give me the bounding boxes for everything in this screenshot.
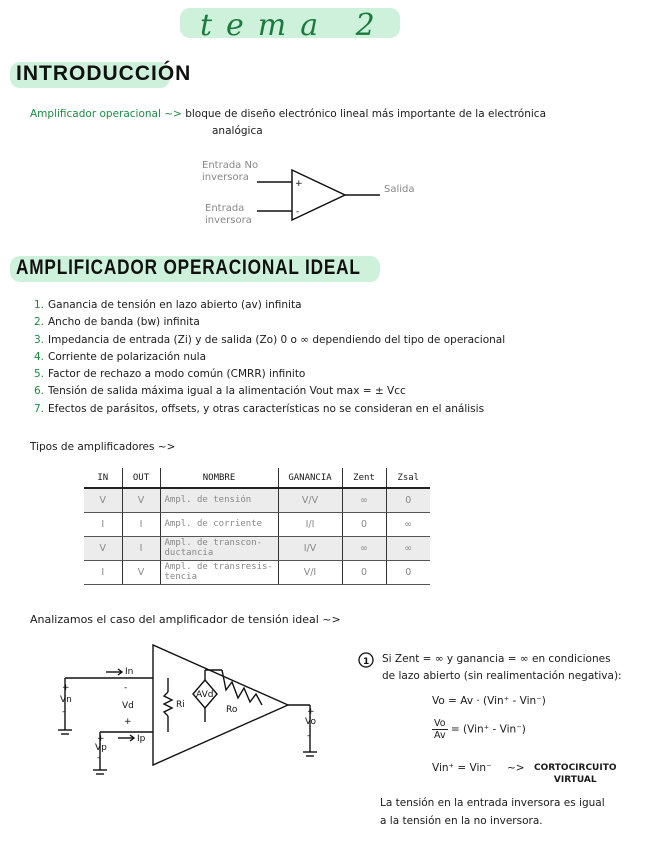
section-ideal-heading: AMPLIFICADOR OPERACIONAL IDEAL: [16, 256, 361, 279]
col-header-zent: Zent: [342, 468, 386, 488]
col-header-out: OUT: [122, 468, 160, 488]
analysis-line2: de lazo abierto (sin realimentación negativa):: [382, 670, 622, 682]
non-inverting-label-l1: Entrada No: [202, 160, 259, 171]
label-in: In: [125, 667, 134, 677]
cell-gain: V/V: [278, 488, 342, 512]
inverting-label-l2: inversora: [205, 215, 252, 226]
cell-out: I: [122, 536, 160, 560]
list-item-text: Ganancia de tensión en lazo abierto (av) infinita: [48, 299, 302, 311]
cell-gain: I/V: [278, 536, 342, 560]
equation-2-denominator: Av: [434, 730, 446, 741]
list-item-number: 7.: [34, 402, 45, 415]
list-item-text: Factor de rechazo a modo común (CMRR) infinito: [48, 368, 306, 381]
label-vn-minus: -: [62, 707, 66, 717]
cell-zsal: ∞: [386, 512, 430, 536]
list-item-number: 2.: [34, 316, 45, 329]
list-item-text: Impedancia de entrada (Zi) y de salida (Zo) 0 o ∞ dependiendo del tipo de operacional: [48, 333, 506, 346]
list-item-text: Corriente de polarización nula: [48, 350, 207, 363]
list-item-text: Efectos de parásitos, offsets, y otras características no se consideran en el análisis: [48, 402, 485, 415]
opamp-plus-sign: +: [295, 179, 303, 189]
virtual-short-l2: VIRTUAL: [553, 775, 597, 785]
list-item-number: 4.: [34, 350, 45, 363]
cell-name: Ampl. de transcon-ductancia: [160, 536, 278, 560]
inverting-label-l1: Entrada: [205, 203, 245, 214]
intro-definition-line2: analógica: [212, 125, 263, 137]
list-item-number: 1.: [34, 299, 45, 311]
equation-2-rhs: = (Vin⁺ - Vin⁻): [450, 723, 526, 736]
equation-1: Vo = Av · (Vin⁺ - Vin⁻): [432, 695, 546, 707]
label-vp-minus: -: [97, 753, 101, 763]
list-item-number: 3.: [34, 333, 45, 346]
col-header-in: IN: [84, 468, 122, 488]
resistor-ro: [222, 670, 262, 705]
label-ro: Ro: [226, 705, 238, 715]
list-item-text: Tensión de salida máxima igual a la alimentación Vout max = ± Vcc: [48, 385, 406, 398]
page-title: tema 2: [200, 8, 389, 43]
col-header-zsal: Zsal: [386, 468, 430, 488]
cell-in: I: [84, 512, 122, 536]
cell-gain: V/I: [278, 560, 342, 584]
non-inverting-label-l2: inversora: [202, 172, 249, 183]
cell-name: Ampl. de corriente: [160, 512, 278, 536]
conclusion-line2: a la tensión en la no inversora.: [380, 815, 543, 827]
col-header-gain: GANANCIA: [278, 468, 342, 488]
label-ip: Ip: [137, 734, 146, 744]
cell-gain: I/I: [278, 512, 342, 536]
intro-term: Amplificador operacional: [30, 108, 161, 120]
virtual-short-label: [534, 762, 617, 786]
label-vp-plus: +: [97, 734, 105, 744]
cell-out: V: [122, 488, 160, 512]
cell-zent: ∞: [342, 536, 386, 560]
circuit-opamp-triangle: [153, 645, 288, 765]
col-header-name: NOMBRE: [160, 468, 278, 488]
cell-name: Ampl. de tensión: [160, 488, 278, 512]
label-ri: Ri: [176, 700, 185, 710]
conclusion-line1: La tensión en la entrada inversora es igual: [380, 797, 605, 809]
cell-in: V: [84, 488, 122, 512]
cell-name: Ampl. de transresis-tencia: [160, 560, 278, 584]
equation-2-numerator: Vo: [434, 718, 446, 729]
cell-zent: 0: [342, 560, 386, 584]
label-vn-plus: +: [62, 683, 70, 693]
numbered-circle-icon: [358, 652, 374, 668]
list-item-text: Ancho de banda (bw) infinita: [48, 316, 200, 329]
label-vd: Vd: [122, 701, 134, 711]
equation-2-fraction: [432, 718, 448, 741]
analysis-heading: Analizamos el caso del amplificador de tensión ideal ~>: [30, 613, 341, 626]
section-intro-heading: INTRODUCCIÓN: [16, 62, 192, 85]
cell-zsal: 0: [386, 560, 430, 584]
cell-zent: ∞: [342, 488, 386, 512]
list-item-number: 5.: [34, 368, 45, 381]
numbered-circle-text: 1: [363, 657, 370, 667]
equation-3-arrow: ~>: [506, 762, 525, 774]
cell-zsal: 0: [386, 488, 430, 512]
list-item-number: 6.: [34, 385, 45, 398]
intro-definition-line1: bloque de diseño electrónico lineal más importante de la electrónica: [185, 108, 547, 120]
resistor-ri: [164, 692, 172, 716]
opamp-minus-sign: -: [296, 207, 300, 217]
label-vo: Vo: [305, 717, 316, 727]
cell-zent: 0: [342, 512, 386, 536]
virtual-short-l1: CORTOCIRCUITO: [534, 763, 617, 773]
label-vo-minus: -: [307, 731, 311, 741]
types-heading: Tipos de amplificadores ~>: [30, 441, 176, 453]
equation-2: [432, 718, 526, 741]
cell-zsal: ∞: [386, 536, 430, 560]
label-vd-minus: -: [124, 683, 128, 693]
label-vp: Vp: [95, 743, 107, 753]
analysis-line1: Si Zent = ∞ y ganancia = ∞ en condiciones: [382, 653, 611, 665]
label-avvd: AVd: [196, 690, 214, 700]
output-label: Salida: [384, 184, 415, 195]
label-vn: Vn: [60, 695, 72, 705]
label-vo-plus: +: [307, 707, 315, 717]
cell-in: I: [84, 560, 122, 584]
intro-arrow: ~>: [164, 108, 182, 120]
equation-3: [432, 762, 525, 774]
cell-out: V: [122, 560, 160, 584]
equation-3-text: Vin⁺ = Vin⁻: [432, 762, 492, 774]
cell-out: I: [122, 512, 160, 536]
cell-in: V: [84, 536, 122, 560]
label-vd-plus: +: [124, 717, 132, 727]
